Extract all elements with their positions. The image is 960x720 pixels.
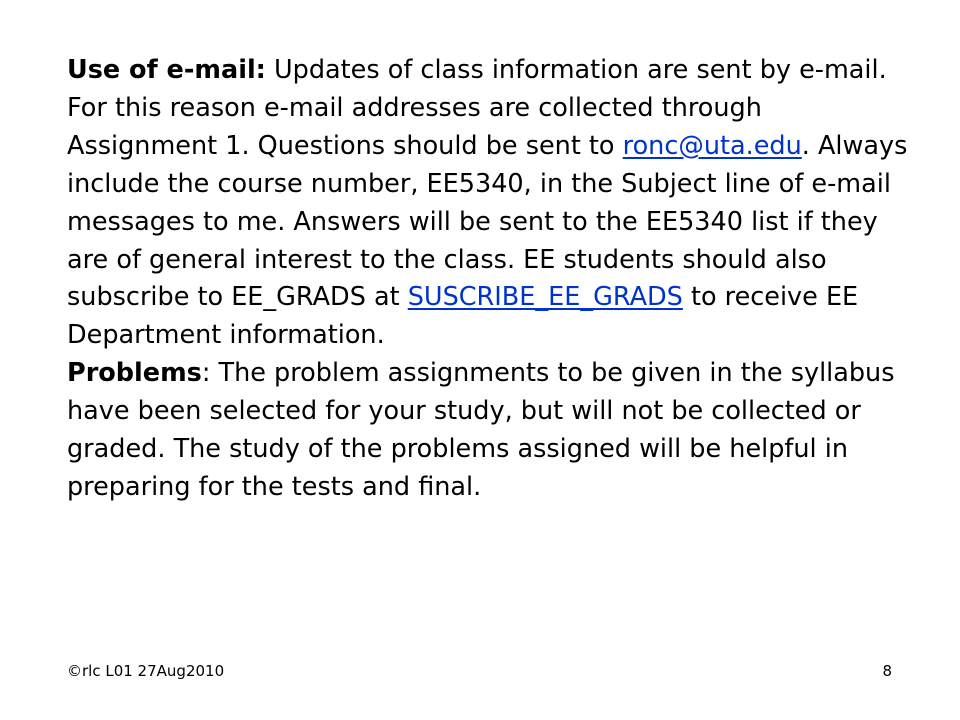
footer-credit: ©rlc L01 27Aug2010 xyxy=(67,662,225,680)
page-number: 8 xyxy=(882,662,892,680)
email-text-part-2: . Always include the course number, EE5340, in the Subject line of e-mail messages to me. Answers will be sent to the EE5340 list if they are of general interest to the class. EE students should also subscribe to EE_GRADS at xyxy=(67,130,908,313)
slide-body xyxy=(67,52,919,507)
email-text-part-3: to receive EE Department information. xyxy=(67,282,859,351)
email-link[interactable]: ronc@uta.edu xyxy=(622,130,802,161)
subscribe-link[interactable]: SUSCRIBE_EE_GRADS xyxy=(407,282,683,313)
problems-paragraph xyxy=(67,355,919,507)
email-text-part-1: Updates of class information are sent by e-mail. For this reason e-mail addresses are collected through Assignment 1. Questions should be sent to xyxy=(67,55,887,161)
problems-heading: Problems xyxy=(67,358,202,389)
email-paragraph xyxy=(67,52,919,355)
problems-text: : The problem assignments to be given in the syllabus have been selected for your study, but will not be collected or graded. The study of the problems assigned will be helpful in preparing for the tests and final. xyxy=(67,358,895,502)
email-heading: Use of e-mail: xyxy=(67,55,266,85)
